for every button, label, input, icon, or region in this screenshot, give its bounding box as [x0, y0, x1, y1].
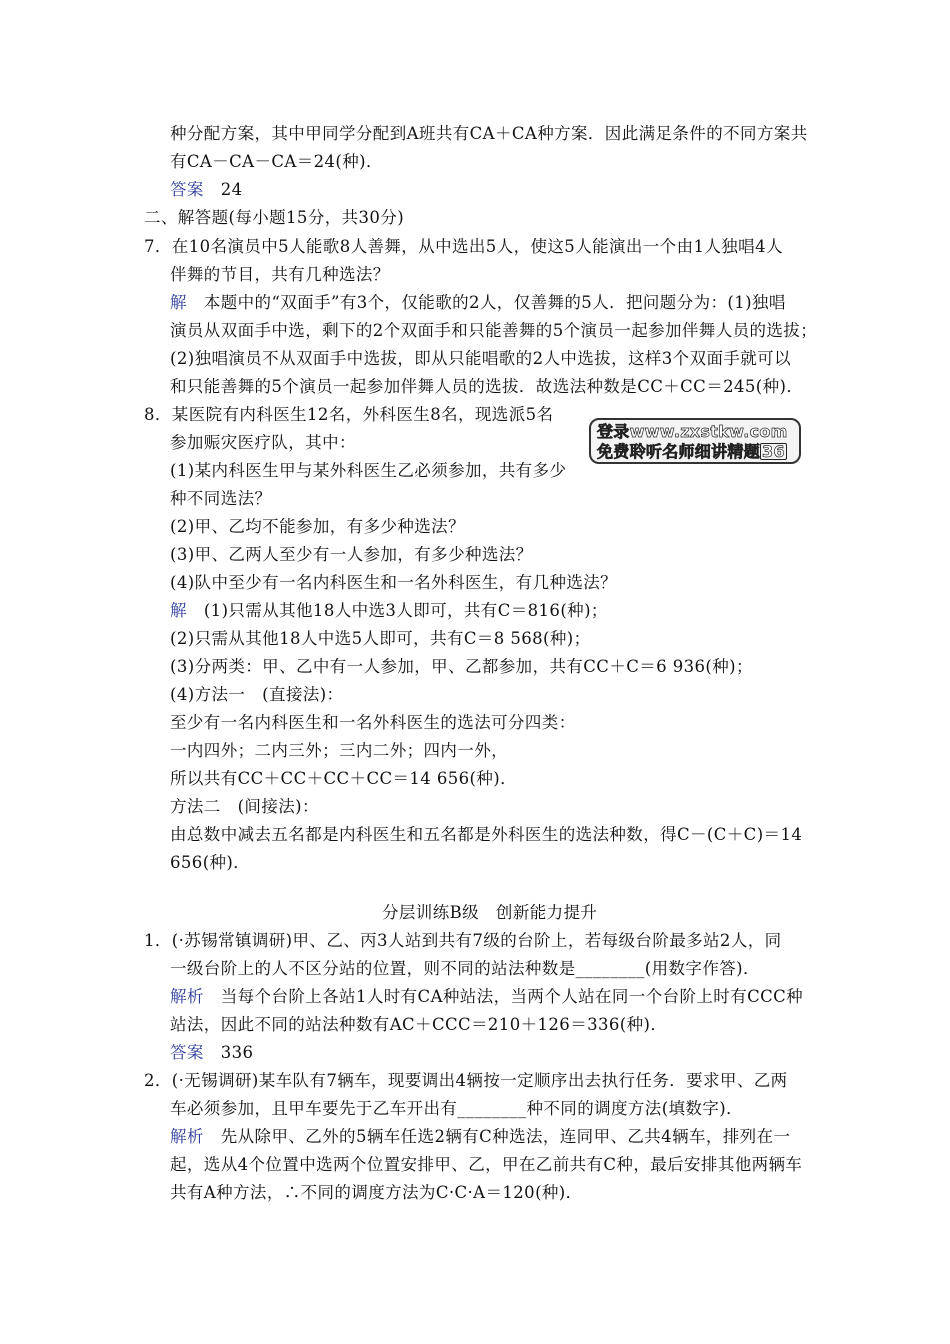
text-line: (2)独唱演员不从双面手中选拔，即从只能唱歌的2人中选拔，这样3个双面手就可以	[170, 349, 791, 368]
text-line: 种分配方案，其中甲同学分配到A班共有CA＋CA种方案．因此满足条件的不同方案共	[170, 124, 808, 143]
answer-value: 24	[220, 180, 243, 199]
answer-label: 答案	[170, 180, 204, 199]
text-line: (2)只需从其他18人中选5人即可，共有C＝8 568(种)；	[170, 629, 591, 648]
text-line: 所以共有CC＋CC＋CC＋CC＝14 656(种)．	[170, 769, 518, 788]
text-line: 种不同选法？	[170, 489, 272, 508]
question-b2: 2．(·无锡调研)某车队有7辆车，现要调出4辆按一定顺序出去执行任务．要求甲、乙两	[144, 1071, 788, 1090]
question-8: 8．某医院有内科医生12名，外科医生8名，现选派5名	[144, 405, 554, 424]
text-line: 方法二 (间接法)：	[170, 797, 319, 816]
text-line: 起，选从4个位置中选两个位置安排甲、乙，甲在乙前共有C种，最后安排其他两辆车	[170, 1155, 803, 1174]
section-title: 分层训练B级 创新能力提升	[382, 903, 598, 922]
analysis-text: 当每个台阶上各站1人时有CA种站法，当两个人站在同一个台阶上时有CCC种	[220, 987, 804, 1006]
text-line: 一内四外；二内三外；三内二外；四内一外，	[170, 741, 508, 760]
solution-text: 本题中的“双面手”有3个，仅能歌的2人，仅善舞的5人．把问题分为：(1)独唱	[203, 293, 786, 312]
solution-line	[170, 291, 786, 315]
stamp-line-2-text: 免费聆听名师细讲精题	[597, 442, 761, 461]
text-line: (4)方法一 (直接法)：	[170, 685, 344, 704]
stamp-number: 36	[762, 442, 785, 461]
text-line: 由总数中减去五名都是内科医生和五名都是外科医生的选法种数，得C－(C＋C)＝14	[170, 825, 803, 844]
text-line: (1)某内科医生甲与某外科医生乙必须参加，共有多少	[170, 461, 567, 480]
question-7: 7．在10名演员中5人能歌8人善舞，从中选出5人，使这5人能演出一个由1人独唱4人	[144, 237, 783, 256]
analysis-line	[170, 1125, 790, 1149]
analysis-text: 先从除甲、乙外的5辆车任选2辆有C种选法，连同甲、乙共4辆车，排列在一	[220, 1127, 791, 1146]
stamp-line-2	[597, 442, 793, 462]
section-heading: 二、解答题(每小题15分，共30分)	[144, 208, 405, 227]
analysis-label: 解析	[170, 1127, 204, 1146]
text-line: 共有A种方法，∴不同的调度方法为C·C·A＝120(种)．	[170, 1183, 583, 1202]
answer-line	[170, 178, 243, 202]
solution-label: 解	[170, 601, 187, 620]
text-line: (4)队中至少有一名内科医生和一名外科医生，有几种选法？	[170, 573, 618, 592]
text-line: 站法，因此不同的站法种数有AC＋CCC＝210＋126＝336(种)．	[170, 1015, 668, 1034]
text-line: 车必须参加，且甲车要先于乙车开出有________种不同的调度方法(填数字)．	[170, 1099, 743, 1118]
solution-text: (1)只需从其他18人中选3人即可，共有C＝816(种)；	[203, 601, 608, 620]
text-line: 和只能善舞的5个演员一起参加伴舞人员的选拔．故选法种数是CC＋CC＝245(种)．	[170, 377, 804, 396]
text-line: (3)甲、乙两人至少有一人参加，有多少种选法？	[170, 545, 533, 564]
analysis-line	[170, 985, 803, 1009]
text-line: 伴舞的节目，共有几种选法？	[170, 265, 390, 284]
stamp-line-1: 登录www.zxstkw.com	[597, 422, 788, 441]
question-b1: 1．(·苏锡常镇调研)甲、乙、丙3人站到共有7级的台阶上，若每级台阶最多站2人，同	[144, 931, 782, 950]
answer-label: 答案	[170, 1043, 204, 1062]
watermark-stamp	[589, 418, 801, 464]
text-line: (3)分两类：甲、乙中有一人参加，甲、乙都参加，共有CC＋C＝6 936(种)；	[170, 657, 753, 676]
text-line: 参加赈灾医疗队，其中：	[170, 433, 356, 452]
solution-label: 解	[170, 293, 187, 312]
solution-line	[170, 599, 608, 623]
text-line: 演员从双面手中选，剩下的2个双面手和只能善舞的5个演员一起参加伴舞人员的选拔；	[170, 321, 818, 340]
text-line: 一级台阶上的人不区分站的位置，则不同的站法种数是________(用数字作答)．	[170, 959, 760, 978]
text-line: 至少有一名内科医生和一名外科医生的选法可分四类：	[170, 713, 576, 732]
answer-value: 336	[220, 1043, 254, 1062]
text-line: 656(种)．	[170, 853, 251, 872]
text-line: (2)甲、乙均不能参加，有多少种选法？	[170, 517, 465, 536]
text-line: 有CA－CA－CA＝24(种)．	[170, 152, 383, 171]
answer-line	[170, 1041, 253, 1065]
analysis-label: 解析	[170, 987, 204, 1006]
